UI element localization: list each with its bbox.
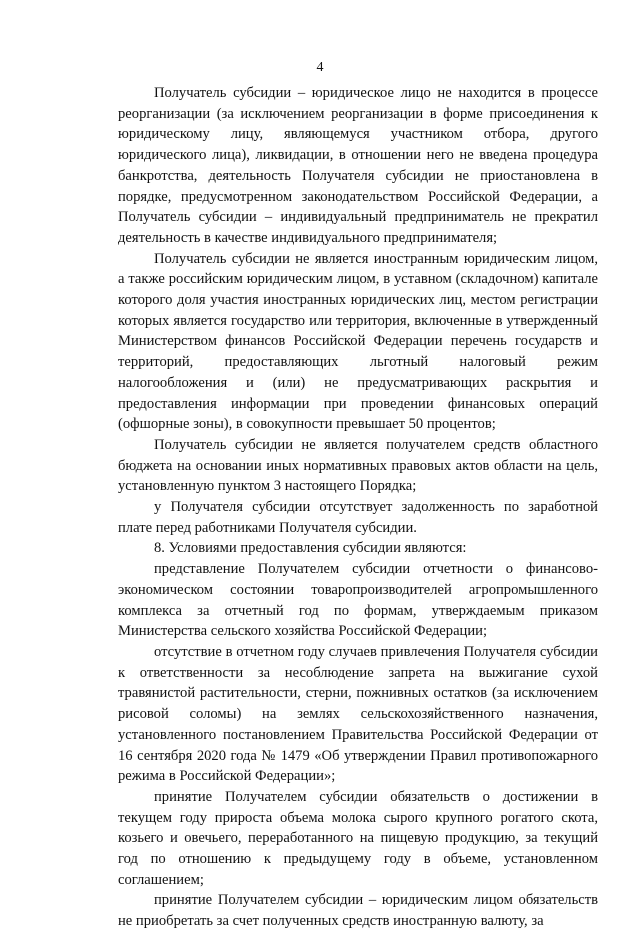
- paragraph: у Получателя субсидии отсутствует задолженность по заработной плате перед работниками Получателя субсидии.: [118, 499, 598, 536]
- paragraph: Получатель субсидии не является получателем средств областного бюджета на основании иных нормативных правовых актов области на цель, установленную пунктом 3 настоящего Порядка;: [118, 436, 598, 495]
- paragraph: Получатель субсидии не является иностранным юридическим лицом, а также российским юридическим лицом, в уставном (складочном) капитале которого доля участия иностранных юридических лиц, местом регистрации которых является государство или территория, включенные в утвержденный Министерством финансов Российской Федерации перечень государств и территорий, предоставляющих льготный налоговый режим налогообложения и (или) не предусматривающих раскрытия и предоставления информации при проведении финансовых операций (офшорные зоны), в совокупности превышает 50 процентов;: [118, 250, 598, 433]
- page-number: 4: [316, 60, 324, 75]
- paragraph: отсутствие в отчетном году случаев привлечения Получателя субсидии к ответственности за несоблюдение запрета на выжигание сухой травянистой растительности, стерни, пожнивных остатков (за исключением рисовой соломы) на землях сельскохозяйственного назначения, установленного постановлением Правительства Российской Федерации от 16 сентября 2020 года № 1479 «Об утверждении Правил противопожарного режима в Российской Федерации»;: [118, 643, 598, 785]
- paragraph: представление Получателем субсидии отчетности о финансово-экономическом состоянии товаропроизводителей агропромышленного комплекса за отчетный год по формам, утверждаемым приказом Министерства сельского хозяйства Российской Федерации;: [118, 561, 598, 640]
- document-body: [118, 83, 598, 932]
- paragraph: 8. Условиями предоставления субсидии являются:: [154, 540, 467, 557]
- paragraph: принятие Получателем субсидии – юридическим лицом обязательств не приобретать за счет полученных средств иностранную валюту, за: [118, 892, 598, 930]
- paragraph: принятие Получателем субсидии обязательств о достижении в текущем году прироста объема молока сырого крупного рогатого скота, козьего и овечьего, переработанного на пищевую продукцию, за текущий год по отношению к предыдущему году в объеме, установленном соглашением;: [118, 788, 598, 888]
- paragraph: Получатель субсидии – юридическое лицо не находится в процессе реорганизации (за исключением реорганизации в форме присоединения к юридическому лицу, являющемуся участником отбора, другого юридического лица), ликвидации, в отношении него не введена процедура банкротства, деятельность Получателя субсидии не приостановлена в порядке, предусмотренном законодательством Российской Федерации, а Получатель субсидии – индивидуальный предприниматель не прекратил деятельность в качестве индивидуального предпринимателя;: [118, 85, 598, 246]
